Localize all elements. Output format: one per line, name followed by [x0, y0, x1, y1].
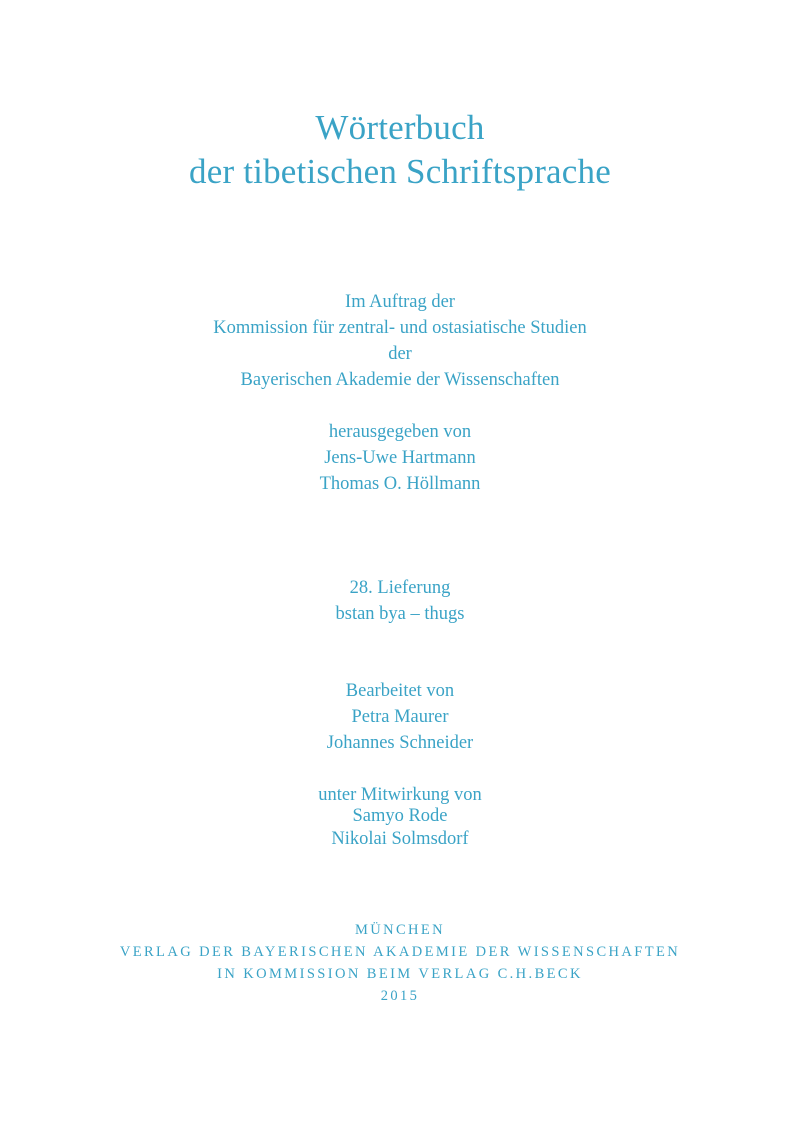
commission-line-1: Im Auftrag der	[345, 292, 455, 312]
compilers-label: Bearbeitet von	[345, 681, 455, 701]
compiler-name: Petra Maurer	[351, 707, 449, 727]
imprint-commission: IN KOMMISSION BEIM VERLAG C.H.BECK	[217, 966, 583, 982]
commission-line-2: Kommission für zentral- und ostasiatische Studien	[213, 318, 587, 338]
editors-label: herausgegeben von	[328, 422, 472, 442]
imprint-year: 2015	[380, 988, 420, 1004]
title-line-1: Wörterbuch	[315, 108, 485, 147]
imprint-city: MÜNCHEN	[354, 922, 446, 938]
title-line-2: der tibetischen Schriftsprache	[189, 152, 611, 191]
commission-line-4: Bayerischen Akademie der Wissenschaften	[240, 370, 560, 390]
compiler-name: Johannes Schneider	[326, 733, 474, 753]
imprint-publisher: VERLAG DER BAYERISCHEN AKADEMIE DER WISSENSCHAFTEN	[119, 944, 681, 960]
collaborator-name: Nikolai Solmsdorf	[331, 829, 469, 849]
installment-number: 28. Lieferung	[349, 578, 451, 598]
installment-range: bstan bya – thugs	[335, 604, 465, 624]
commission-line-3: der	[388, 344, 412, 364]
collaborator-name: Samyo Rode	[352, 806, 448, 826]
collaborators-label: unter Mitwirkung von	[318, 785, 482, 805]
editor-name: Thomas O. Höllmann	[319, 474, 481, 494]
editor-name: Jens-Uwe Hartmann	[324, 448, 476, 468]
